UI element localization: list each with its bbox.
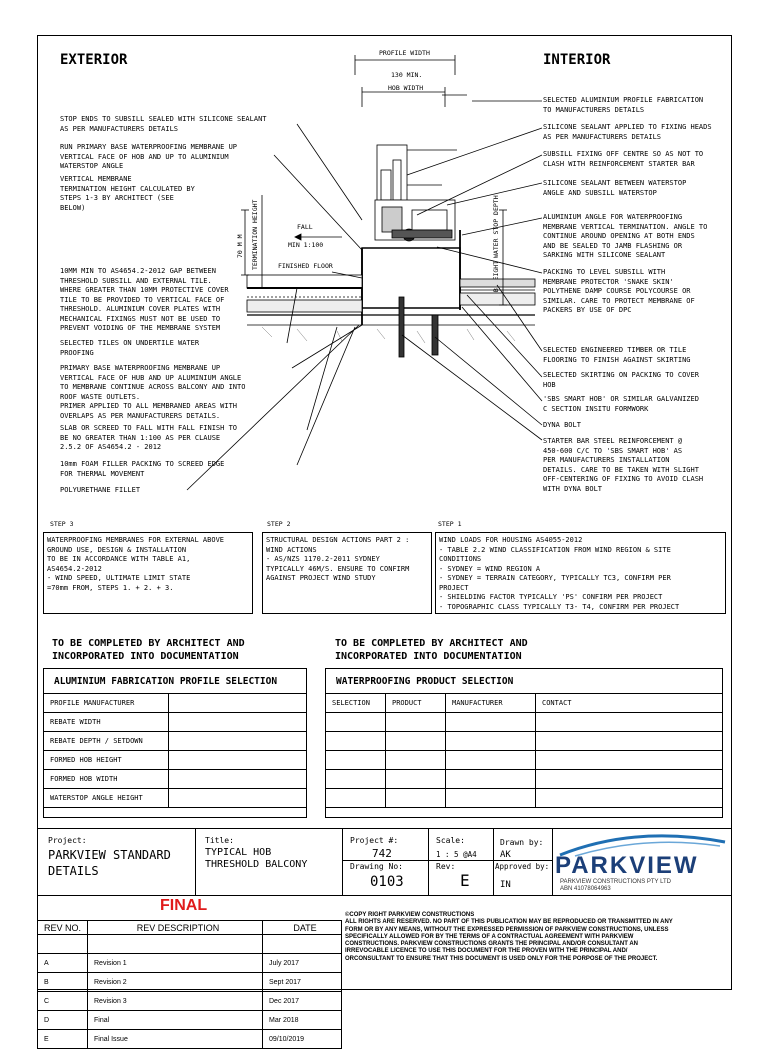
wp-cell[interactable] bbox=[446, 713, 536, 732]
alu-row-label: WATERSTOP ANGLE HEIGHT bbox=[44, 789, 169, 808]
rev-no: C bbox=[38, 992, 88, 1011]
scale-label: Scale: bbox=[436, 836, 465, 845]
architect-heading-left: TO BE COMPLETED BY ARCHITECT AND INCORPORATED INTO DOCUMENTATION bbox=[52, 638, 245, 662]
note-left: STOP ENDS TO SUBSILL SEALED WITH SILICONE SEALANT AS PER MANUFACTURERS DETAILS bbox=[60, 115, 267, 133]
scale-value: 1 : 5 @A4 bbox=[436, 850, 477, 859]
rev-header: REV DESCRIPTION bbox=[88, 921, 263, 935]
dim-water-stop: WATER STOP DEPTH bbox=[492, 195, 500, 258]
wp-cell[interactable] bbox=[386, 770, 446, 789]
project-number-label: Project #: bbox=[350, 836, 399, 845]
section-detail-drawing bbox=[37, 35, 732, 515]
wp-cell[interactable] bbox=[446, 732, 536, 751]
step-2-label: STEP 2 bbox=[267, 520, 291, 528]
rev-date: Mar 2018 bbox=[263, 1011, 342, 1030]
wp-col-header: SELECTION bbox=[326, 694, 386, 713]
note-right: STARTER BAR STEEL REINFORCEMENT @ 450-600 C/C TO 'SBS SMART HOB' AS PER MANUFACTURERS INSTALLATION DETAILS. CARE TO BE TAKEN WITH SLIGHT OFF-CENTERING OF FIXING TO AVOID CLASH WITH DYNA BOLT bbox=[543, 437, 704, 493]
rev-no: D bbox=[38, 1011, 88, 1030]
alu-row-value[interactable] bbox=[169, 694, 307, 713]
divider bbox=[493, 828, 494, 896]
divider bbox=[342, 860, 552, 861]
note-left: 10MM MIN TO AS4654.2-2012 GAP BETWEEN THRESHOLD SUBSILL AND EXTERNAL TILE. WHERE GREATER THAN 10MM PROTECTIVE COVER TILE TO BE PROVIDED TO VERTICAL FACE OF THRESHOLD. ALUMINIUM COVER PLATES WITH MECHANICAL FIXINGS MUST NOT BE USED TO PREVENT VOIDING OF THE MEMBRANE SYSTEM bbox=[60, 267, 229, 332]
rev-desc: Revision 3 bbox=[88, 992, 263, 1011]
step-3-label: STEP 3 bbox=[50, 520, 74, 528]
alu-row-label: REBATE DEPTH / SETDOWN bbox=[44, 732, 169, 751]
waterproofing-rows bbox=[325, 693, 723, 808]
rev-header: REV NO. bbox=[38, 921, 88, 935]
rev-header: DATE bbox=[263, 921, 342, 935]
alu-row-value[interactable] bbox=[169, 713, 307, 732]
alu-row-label: REBATE WIDTH bbox=[44, 713, 169, 732]
note-right: 'SBS SMART HOB' OR SIMILAR GALVANIZED C SECTION INSITU FORMWORK bbox=[543, 395, 699, 413]
divider bbox=[195, 828, 196, 896]
interior-heading: INTERIOR bbox=[543, 52, 611, 68]
project-name: PARKVIEW STANDARD DETAILS bbox=[48, 848, 171, 878]
note-right: SUBSILL FIXING OFF CENTRE SO AS NOT TO CLASH WITH REINFORCEMENT STARTER BAR bbox=[543, 150, 704, 168]
dim-profile-width: PROFILE WIDTH bbox=[379, 49, 430, 57]
project-number: 742 bbox=[372, 847, 392, 860]
wp-cell[interactable] bbox=[446, 789, 536, 808]
company-abn: ABN 41078064963 bbox=[560, 886, 611, 892]
wp-cell[interactable] bbox=[536, 732, 723, 751]
revision-table bbox=[37, 920, 342, 1049]
wp-cell[interactable] bbox=[536, 770, 723, 789]
drawing-number: 0103 bbox=[370, 874, 404, 890]
divider bbox=[342, 828, 343, 896]
alu-row-label: PROFILE MANUFACTURER bbox=[44, 694, 169, 713]
wp-cell[interactable] bbox=[386, 713, 446, 732]
wp-cell[interactable] bbox=[536, 789, 723, 808]
wp-cell[interactable] bbox=[326, 732, 386, 751]
step-1-label: STEP 1 bbox=[438, 520, 462, 528]
rev-no: A bbox=[38, 954, 88, 973]
company-name: PARKVIEW CONSTRUCTIONS PTY LTD bbox=[560, 879, 672, 885]
alu-row-value[interactable] bbox=[169, 770, 307, 789]
alu-row-value[interactable] bbox=[169, 751, 307, 770]
note-left: SELECTED TILES ON UNDERTILE WATER PROOFING bbox=[60, 339, 200, 357]
approved-by-label: Approved by: bbox=[495, 862, 550, 871]
aluminium-rows bbox=[43, 693, 307, 808]
rev-desc: Final bbox=[88, 1011, 263, 1030]
wp-cell[interactable] bbox=[536, 713, 723, 732]
aluminium-table-title: ALUMINIUM FABRICATION PROFILE SELECTION bbox=[54, 676, 278, 687]
wp-cell[interactable] bbox=[326, 751, 386, 770]
rev-desc: Final Issue bbox=[88, 1030, 263, 1049]
note-right: SILICONE SEALANT APPLIED TO FIXING HEADS AS PER MANUFACTURERS DETAILS bbox=[543, 123, 712, 141]
rev-no: B bbox=[38, 973, 88, 992]
note-left: RUN PRIMARY BASE WATERPROOFING MEMBRANE UP VERTICAL FACE OF HOB AND UP TO ALUMINIUM WATERSTOP ANGLE bbox=[60, 143, 238, 170]
wp-cell[interactable] bbox=[536, 751, 723, 770]
note-left: POLYURETHANE FILLET bbox=[60, 486, 141, 494]
note-left: VERTICAL MEMBRANE TERMINATION HEIGHT CALCULATED BY STEPS 1-3 BY ARCHITECT (SEE BELOW) bbox=[60, 175, 195, 212]
drawing-number-label: Drawing No: bbox=[350, 862, 403, 871]
step-1-box: WIND LOADS FOR HOUSING AS4055-2012 - TABLE 2.2 WIND CLASSIFICATION FROM WIND REGION & SITE CONDITIONS - SYDNEY = WIND REGION A - SYDNEY = TERRAIN CATEGORY, TYPICALLY TC3, CONFIRM PER PROJECT - SHIELDING FACTOR TYPICALLY 'PS' CONFIRM PER PROJECT - TOPOGRAPHIC CLASS TYPICALLY T3- T4, CONFIRM PER PROJECT bbox=[435, 532, 726, 614]
rev-date: Dec 2017 bbox=[263, 992, 342, 1011]
alu-row-value[interactable] bbox=[169, 732, 307, 751]
alu-row-label: FORMED HOB HEIGHT bbox=[44, 751, 169, 770]
step-2-box: STRUCTURAL DESIGN ACTIONS PART 2 : WIND ACTIONS - AS/NZS 1170.2-2011 SYDNEY TYPICALLY 46M/S. ENSURE TO CONFIRM AGAINST PROJECT WIND STUDY bbox=[262, 532, 432, 614]
rev-date: 09/10/2019 bbox=[263, 1030, 342, 1049]
exterior-heading: EXTERIOR bbox=[60, 52, 128, 68]
fall-slope-label: MIN 1:100 bbox=[288, 241, 324, 249]
note-left: 10mm FOAM FILLER PACKING TO SCREED EDGE FOR THERMAL MOVEMENT bbox=[60, 460, 225, 478]
drawing-title: TYPICAL HOB THRESHOLD BALCONY bbox=[205, 847, 308, 870]
wp-cell[interactable] bbox=[446, 751, 536, 770]
wp-col-header: MANUFACTURER bbox=[446, 694, 536, 713]
parkview-logo-text: PARKVIEW bbox=[555, 852, 699, 879]
dim-70mm: 70 M M bbox=[236, 234, 244, 258]
architect-heading-right: TO BE COMPLETED BY ARCHITECT AND INCORPORATED INTO DOCUMENTATION bbox=[335, 638, 528, 662]
rev-no: E bbox=[38, 1030, 88, 1049]
rev-date: Sept 2017 bbox=[263, 973, 342, 992]
note-right: SELECTED SKIRTING ON PACKING TO COVER HOB bbox=[543, 371, 699, 389]
note-left: PRIMARY BASE WATERPROOFING MEMBRANE UP VERTICAL FACE OF HUB AND UP ALUMINIUM ANGLE TO MEMBRANE CONTINUE ACROSS BALCONY AND INTO ROOF WASTE OUTLETS. PRIMER APPLIED TO ALL MEMBRANED AREAS WITH OVERLAPS AS PER MANUFACTURERS DETAILS. bbox=[60, 364, 246, 420]
wp-cell[interactable] bbox=[386, 789, 446, 808]
note-right: DYNA BOLT bbox=[543, 421, 581, 429]
finished-floor-label: FINISHED FLOOR bbox=[278, 262, 333, 270]
rev-date: July 2017 bbox=[263, 954, 342, 973]
title-label: Title: bbox=[205, 836, 234, 845]
alu-row-value[interactable] bbox=[169, 789, 307, 808]
note-right: PACKING TO LEVEL SUBSILL WITH MEMBRANE PROTECTOR 'SNAKE SKIN' POLYTHENE DAMP COURSE POLYCOURSE OR SIMILAR. CARE TO PROTECT MEMBRANE OF PACKERS BY USE OF DPC bbox=[543, 268, 695, 314]
rev-cell bbox=[263, 935, 342, 954]
wp-cell[interactable] bbox=[446, 770, 536, 789]
rev-cell bbox=[88, 935, 263, 954]
rev-cell bbox=[38, 935, 88, 954]
wp-col-header: CONTACT bbox=[536, 694, 723, 713]
dim-hob-width: HOB WIDTH bbox=[388, 84, 424, 92]
wp-col-header: PRODUCT bbox=[386, 694, 446, 713]
wp-cell[interactable] bbox=[386, 732, 446, 751]
rev-desc: Revision 1 bbox=[88, 954, 263, 973]
fall-label: FALL bbox=[297, 223, 313, 231]
project-label: Project: bbox=[48, 836, 87, 845]
note-right: ALUMINIUM ANGLE FOR WATERPROOFING MEMBRANE VERTICAL TERMINATION. ANGLE TO CONTINUE AROUND OPENING AT BOTH ENDS AND BE SEALED TO JAMB FLASHING OR SARKING WITH SILICONE SEALANT bbox=[543, 213, 708, 259]
wp-cell[interactable] bbox=[386, 751, 446, 770]
step-3-box: WATERPROOFING MEMBRANES FOR EXTERNAL ABOVE GROUND USE, DESIGN & INSTALLATION TO BE IN ACCORDANCE WITH TABLE A1, AS4654.2-2012 - WIND SPEED, ULTIMATE LIMIT STATE =70mm FROM, STEPS 1. + 2. + 3. bbox=[43, 532, 253, 614]
waterproofing-table-title: WATERPROOFING PRODUCT SELECTION bbox=[336, 676, 514, 687]
divider bbox=[428, 828, 429, 896]
note-left: SLAB OR SCREED TO FALL WITH FALL FINISH TO BE NO GREATER THAN 1:100 AS PER CLAUSE 2.5.2 OF AS4654.2 - 2012 bbox=[60, 424, 238, 451]
final-stamp: FINAL bbox=[160, 897, 208, 914]
divider bbox=[552, 828, 553, 896]
rev-label: Rev: bbox=[436, 862, 456, 871]
wp-cell[interactable] bbox=[326, 770, 386, 789]
note-right: SELECTED ENGINEERED TIMBER OR TILE FLOORING TO FINISH AGAINST SKIRTING bbox=[543, 346, 691, 364]
alu-row-label: FORMED HOB WIDTH bbox=[44, 770, 169, 789]
wp-cell[interactable] bbox=[326, 713, 386, 732]
drawn-by-label: Drawn by: bbox=[500, 838, 544, 847]
wp-cell[interactable] bbox=[326, 789, 386, 808]
note-right: SELECTED ALUMINIUM PROFILE FABRICATION TO MANUFACTURERS DETAILS bbox=[543, 96, 704, 114]
rev-desc: Revision 2 bbox=[88, 973, 263, 992]
approved-by-value: IN bbox=[500, 880, 511, 890]
copyright-notice: ©COPY RIGHT PARKVIEW CONSTRUCTIONS ALL RIGHTS ARE RESERVED. NO PART OF THIS PUBLICATION MAY BE REPRODUCED OR TRANSMITTED IN ANY FORM OR BY ANY MEANS, WITHOUT THE EXPRESSED PERMISSION OF PARKVIEW CONSTRUCTIONS, UNLESS SPECIFICALLY ALLOWED FOR BY THE TERMS OF A CONTRACTUAL AGREEMENT WITH PARKVIEW CONSTRUCTIONS. PARKVIEW CONSTRUCTIONS GRANTS THE PRINCIPAL AND/OR CONSULTANT AN IRREVOCABLE LICENCE TO USE THIS DOCUMENT FOR THE PROVEN WITH THE PRINCIPAL AND/ ORCONSULTANT TO ENSURE THAT THIS DOCUMENT IS USED ONLY FOR THE PORPOSE OF THE PROJECT. bbox=[345, 912, 673, 962]
dim-termination-height: TERMINATION HEIGHT bbox=[251, 199, 259, 270]
rev-value: E bbox=[460, 871, 470, 890]
drawn-by-value: AK bbox=[500, 850, 511, 860]
dim-130-min: 130 MIN. bbox=[391, 71, 423, 79]
note-right: SILICONE SEALANT BETWEEN WATERSTOP ANGLE AND SUBSILL WATERSTOP bbox=[543, 179, 687, 197]
